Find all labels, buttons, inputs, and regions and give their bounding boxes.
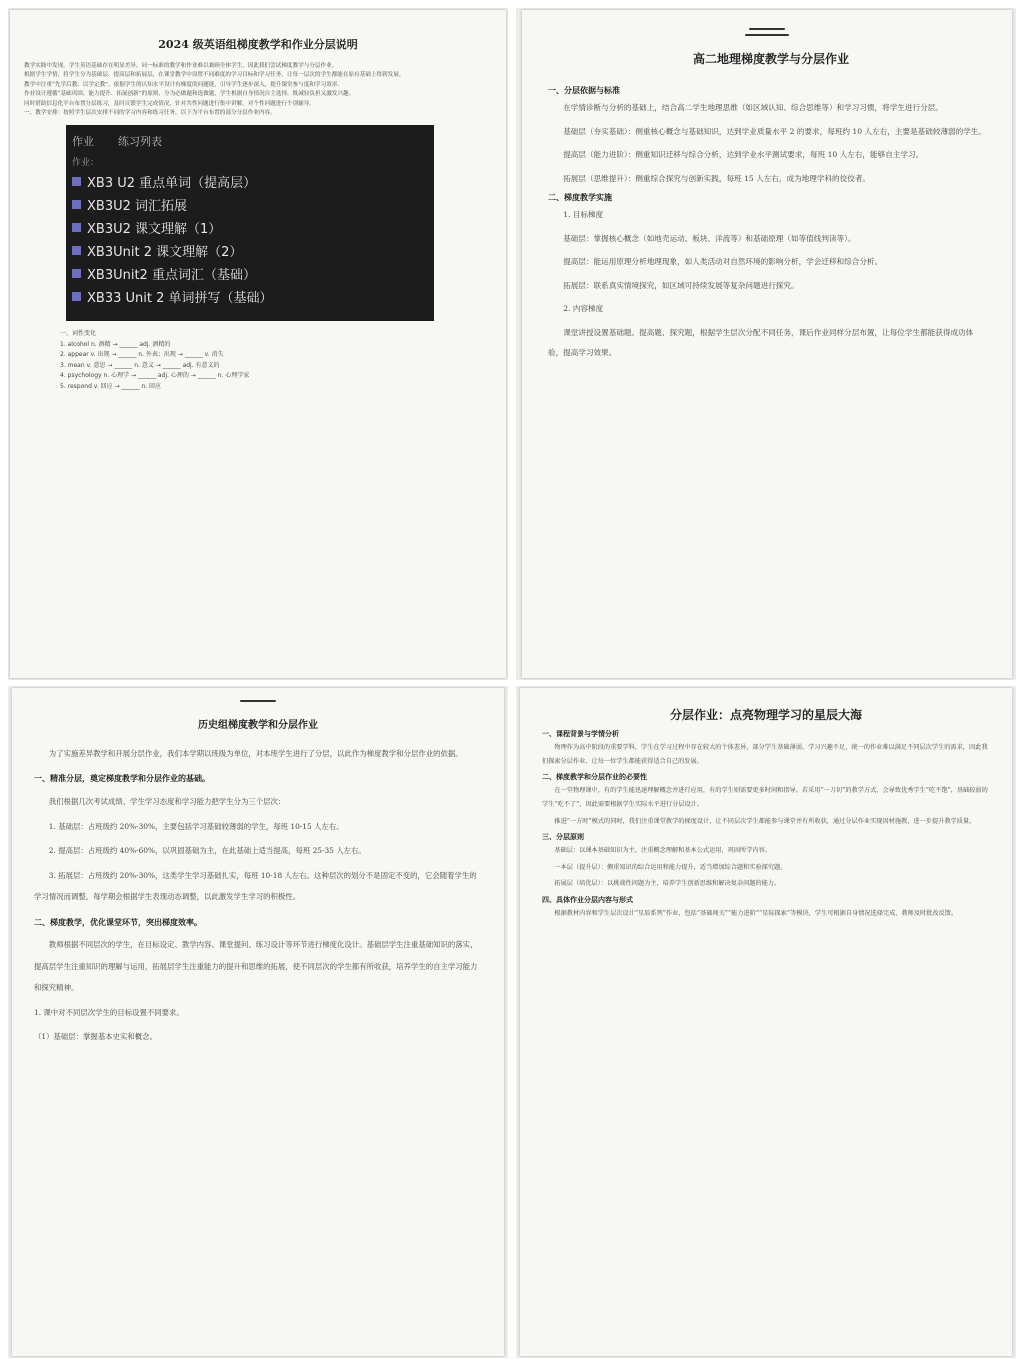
paragraph: 为了实施差异教学和开展分层作业，我们本学期以班级为单位，对本班学生进行了分层，以此作为梯度教学和分层作业的依据。 [48,749,463,758]
screen-intro: 作业： [72,158,100,169]
paragraph: 教学实践中发现，学生英语基础存在明显差异，同一标准的教学和作业难以兼顾全体学生，因此我们尝试梯度教学与分层作业。 [24,63,338,69]
document-page-physics [520,688,1012,1356]
document-page-english [10,10,506,678]
exercise-line: 3. mean v. 意思 → ______ n. 意义 → ______ adj. 有意义的 [60,361,220,369]
section-heading: 二、梯度教学和分层作业的必要性 [542,772,647,782]
paragraph: 作业设计遵循“基础巩固、能力提升、拓展创新”的原则，分为必做题和选做题，学生根据自身情况自主选择，既减轻负担又激发兴趣。 [24,91,355,98]
exercise-line: 4. psychology n. 心理学 → ______ adj. 心理的 → ______ n. 心理学家 [60,372,250,380]
paragraph: 1. 课中对不同层次学生的目标设置不同要求。 [34,1007,184,1017]
checkbox-icon [72,223,81,232]
screen-tab: 作业 [72,135,94,149]
paragraph: 2. 提高层：占班级约 40%-60%，以巩固基础为主，在此基础上适当提高，每班 25-35 人左右。 [48,846,366,856]
section-heading: 二、梯度教学实施 [548,192,612,202]
photo-geography [516,8,1016,680]
paragraph: 推进“一方时”模式的同时，我们注重课堂教学的梯度设计，让不同层次学生都能参与课堂并有所收获，通过分层作业实现因材施教，进一步提升教学质量。 [554,817,976,825]
section-heading: 一、精准分层，奠定梯度教学和分层作业的基础。 [34,773,210,784]
section-heading: 一、分层依据与标准 [548,85,620,95]
assignment-item: XB33 Unit 2 单词拼写（基础） [72,287,428,306]
paragraph: 教师根据不同层次的学生，在目标设定、教学内容、课堂提问、练习设计等环节进行梯度化设计。基础层学生注重基础知识的落实，提高层学生注重知识的理解与运用，拓展层学生注重能力的提升和思维的拓展，使不同层次的学生都有所收获，培养学生的自主学习能力和探究精神。 [34,940,478,993]
paragraph: 根据教材内容和学生层次设计“星辰系列”作业，包括“基础闯关”“能力进阶”“星际探索”等模块，学生可根据自身情况选择完成，教师及时批改反馈。 [554,910,958,918]
page-title: 高二地理梯度教学与分层作业 [693,52,850,66]
assignment-item: XB3U2 词汇拓展 [72,195,428,214]
paragraph: 在一堂物理课中，有的学生能迅速理解概念并进行应用，有的学生则需要更多时间和指导。若采用“一刀切”的教学方式，会导致优秀学生“吃不饱”，基础较弱的学生“吃不了”，因此需要根据学生实际水平进行分层设计。 [542,787,988,808]
exercise-line: 5. respond v. 回应 → ______ n. 回应 [60,382,162,390]
photo-history [8,686,508,1358]
paragraph: 拓展层：联系真实情境探究，如区域可持续发展等复杂问题进行探究。 [563,280,799,290]
checkbox-icon [72,292,81,301]
exercise-line: 1. alcohol n. 酒精 → ______ adj. 酒精的 [60,340,171,348]
paragraph: 在学情诊断与分析的基础上，结合高二学生地理思维（如区域认知、综合思维等）和学习习惯，将学生进行分层。 [563,103,943,112]
platform-screenshot [66,125,434,321]
paragraph: 1. 基础层：占班级约 20%-30%，主要包括学习基础较薄弱的学生，每班 10-15 人左右。 [48,821,344,831]
paragraph: 基础层：掌握核心概念（如地壳运动、板块、洋流等）和基础原理（如等值线判读等）。 [563,233,856,243]
paragraph: 物理作为高中阶段的重要学科，学生在学习过程中存在较大的个体差异，部分学生基础薄弱、学习兴趣不足，统一的作业难以满足不同层次学生的需求，因此我们探索分层作业，让每一位学生都能获得适合自己的发展。 [542,744,988,765]
assignment-item: XB3Unit2 重点词汇（基础） [72,264,428,283]
photo-english [8,8,508,680]
paragraph: 基础层：以课本基础知识为主，注重概念理解和基本公式运用，巩固所学内容。 [554,847,771,855]
screen-tab: 练习列表 [118,135,162,149]
section-heading: 三、分层原则 [542,832,584,842]
paragraph: 3. 拓展层：占班级约 20%-30%，这类学生学习基础扎实，每班 10-18 人左右。这种层次的划分不是固定不变的，它会随着学生的学习情况而调整，每学期会根据学生表现动态调整，以此激发学生学习的积极性。 [34,870,477,902]
section-heading: 四、具体作业分层内容与形式 [542,895,633,905]
paragraph: （1）基础层：掌握基本史实和概念。 [34,1032,157,1042]
exercise-title: 一、词性变化 [60,330,97,338]
checkbox-icon [72,177,81,186]
paragraph: 一本层（提升层）：侧重知识的综合运用和能力提升，适当增加综合题和实验探究题。 [554,863,787,871]
sub-heading: 2. 内容梯度 [563,304,604,313]
document-page-geography [522,10,1012,678]
paragraph: 提高层（能力进阶）：侧重知识迁移与综合分析，达到学业水平测试要求，每班 10 人左右，能够自主学习。 [563,150,924,159]
page-mark [240,700,276,702]
paragraph: 根据学生学情，将学生分为基础层、提高层和拓展层，在课堂教学中设置不同难度的学习目标和学习任务，让每一层次的学生都能在原有基础上得到发展。 [24,72,405,79]
checkbox-icon [72,200,81,209]
paragraph: 提高层：能运用原理分析地理现象，如人类活动对自然环境的影响分析，学会迁移和综合分析。 [563,257,883,266]
photo-physics [516,686,1016,1358]
paragraph: 基础层（夯实基础）：侧重核心概念与基础知识，达到学业质量水平 2 的要求，每班约 10 人左右，主要是基础较薄弱的学生。 [563,126,986,136]
page-mark [745,34,789,36]
page-mark [749,28,785,30]
checkbox-icon [72,246,81,255]
page-title: 历史组梯度教学和分层作业 [198,720,318,731]
document-page-history [12,688,504,1356]
assignment-item: XB3 U2 重点单词（提高层） [72,172,428,191]
section-heading: 一、课程背景与学情分析 [542,729,619,738]
exercise-line: 2. appear v. 出现 → ______ n. 外表；出现 → ______ v. 消失 [60,351,224,359]
section-heading: 二、梯度教学，优化课堂环节，突出梯度效率。 [34,916,202,927]
assignment-item: XB3Unit 2 课文理解（2） [72,241,428,260]
page-title: 2024 级英语组梯度教学和作业分层说明 [158,38,358,51]
page-title: 分层作业：点亮物理学习的星辰大海 [669,708,862,722]
paragraph: 同时借助信息化平台布置分层练习，及时反馈学生完成情况，针对共性问题进行集中讲解，对个性问题进行个别辅导。 [24,100,315,107]
paragraph: 拓展层（思维提升）：侧重综合探究与创新实践，每班 15 人左右，成为地理学科的佼佼者。 [563,173,871,183]
assignment-item: XB3U2 课文理解（1） [72,218,428,237]
paragraph: 拓展层（培优层）：以挑战性问题为主，培养学生创新思维和解决复杂问题的能力。 [554,880,781,888]
paragraph: 教学中注重“先学后教、以学定教”，依据学生的认知水平设计有梯度的问题链，引导学生逐步深入，提升课堂参与度和学习效率。 [24,81,343,88]
paragraph: 一、教学安排：按照学生层次安排不同的学习内容和练习任务，以下为平台布置的部分分层作业内容。 [24,109,276,116]
checkbox-icon [72,269,81,278]
sub-heading: 1. 目标梯度 [563,210,604,219]
paragraph: 课堂讲授设置基础题、提高题、探究题，根据学生层次分配不同任务，课后作业同样分层布置，让每位学生都能获得成功体验，提高学习效果。 [548,327,974,357]
paragraph: 我们根据几次考试成绩、学生学习态度和学习能力把学生分为三个层次： [48,797,286,807]
